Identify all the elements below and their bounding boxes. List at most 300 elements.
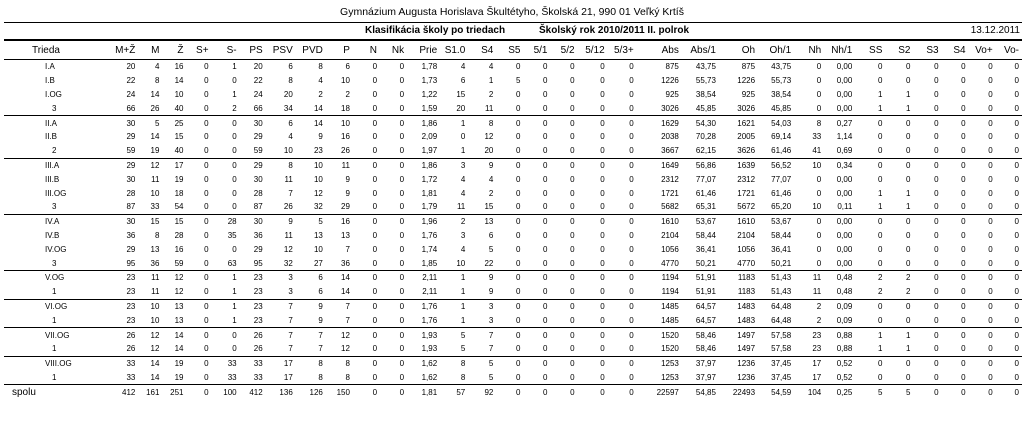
cell-col-3: 14 bbox=[174, 76, 184, 86]
cell-s4-14: 5 bbox=[468, 371, 496, 385]
cell-nh-24: 23 bbox=[794, 342, 824, 356]
cell-nh-1-25: 0,00 bbox=[836, 217, 853, 227]
cell-m-2: 14 bbox=[138, 371, 162, 385]
cell-col-3: 14 bbox=[174, 330, 184, 340]
cell-n-10: 0 bbox=[372, 62, 378, 72]
cell-psv-7: 7 bbox=[266, 342, 296, 356]
cell-n-10: 0 bbox=[372, 76, 378, 86]
cell-oh-1-23: 37,45 bbox=[758, 371, 794, 385]
column-header-m-2: M bbox=[138, 42, 162, 60]
cell-nh-1-25: 0,00 bbox=[824, 101, 855, 115]
cell-pvd-8: 6 bbox=[296, 285, 326, 299]
cell-s2-27: 0 bbox=[885, 144, 913, 158]
cell-nh-24: 10 bbox=[794, 200, 824, 214]
cell-nk-11: 0 bbox=[399, 160, 405, 170]
cell-ps-6: 36 bbox=[253, 230, 263, 240]
cell-oh-22: 1056 bbox=[737, 244, 756, 254]
cell-vo-30: 0 bbox=[988, 174, 993, 184]
cell-trieda-0: 3 bbox=[4, 200, 102, 214]
cell-5-12-18: 0 bbox=[600, 160, 605, 170]
cell-s3-28: 0 bbox=[934, 76, 939, 86]
cell-s5-15: 0 bbox=[496, 313, 523, 327]
cell-s4-14: 8 bbox=[488, 118, 494, 128]
cell-s5-15: 0 bbox=[515, 132, 521, 142]
cell-abs-20: 3667 bbox=[637, 144, 682, 158]
cell-s-5: 0 bbox=[232, 188, 237, 198]
cell-nk-11: 0 bbox=[380, 342, 407, 356]
cell-vo-30: 0 bbox=[988, 301, 993, 311]
cell-pvd-8: 12 bbox=[313, 188, 323, 198]
cell-oh-1-23: 54,59 bbox=[771, 387, 792, 397]
cell-psv-7: 3 bbox=[266, 285, 296, 299]
cell-m-1: 26 bbox=[102, 342, 138, 356]
cell-s3-28: 0 bbox=[913, 101, 941, 115]
cell-abs-1-21: 37,97 bbox=[695, 359, 716, 369]
cell-psv-7: 8 bbox=[288, 160, 293, 170]
cell-nh-24: 0 bbox=[816, 174, 822, 184]
cell-abs-20: 4770 bbox=[637, 256, 682, 270]
cell-prie-12: 2,11 bbox=[422, 273, 438, 283]
cell-pvd-8: 27 bbox=[296, 256, 326, 270]
cell-s3-28: 0 bbox=[934, 62, 939, 72]
cell-m-1: 59 bbox=[102, 144, 138, 158]
cell-s1-0-13: 8 bbox=[440, 371, 468, 385]
column-header-p-9: P bbox=[326, 42, 353, 60]
cell-s-5: 1 bbox=[232, 273, 237, 283]
cell-col-3: 13 bbox=[174, 301, 184, 311]
cell-vo-31: 0 bbox=[1014, 387, 1019, 397]
cell-5-12-18: 0 bbox=[600, 188, 605, 198]
cell-s-4: 0 bbox=[204, 160, 209, 170]
cell-col-3: 19 bbox=[162, 371, 186, 385]
cell-s1-0-13: 4 bbox=[460, 174, 466, 184]
cell-s3-28: 0 bbox=[934, 359, 939, 369]
cell-nh-24: 0 bbox=[816, 230, 822, 240]
cell-m-2: 5 bbox=[154, 118, 160, 128]
column-header-ps-6: PS bbox=[240, 42, 266, 60]
cell-trieda-0: IV.OG bbox=[45, 244, 67, 254]
cell-s-4: 0 bbox=[204, 118, 209, 128]
cell-n-10: 0 bbox=[372, 217, 378, 227]
cell-abs-1-21: 53,67 bbox=[695, 217, 716, 227]
cell-oh-22: 4770 bbox=[719, 256, 758, 270]
cell-col-3: 16 bbox=[174, 62, 184, 72]
cell-pvd-8: 2 bbox=[318, 89, 323, 99]
cell-col-3: 28 bbox=[174, 230, 184, 240]
total-row bbox=[4, 385, 1022, 399]
cell-oh-1-23: 64,48 bbox=[771, 301, 792, 311]
cell-ps-6: 26 bbox=[240, 342, 266, 356]
cell-pvd-8: 13 bbox=[313, 230, 323, 240]
cell-psv-7: 17 bbox=[283, 359, 293, 369]
cell-oh-1-23: 58,44 bbox=[771, 230, 792, 240]
cell-s4-29: 0 bbox=[942, 285, 969, 299]
table-row bbox=[4, 299, 1022, 313]
cell-ps-6: 20 bbox=[253, 62, 263, 72]
cell-trieda-0: 3 bbox=[4, 256, 102, 270]
cell-s2-27: 0 bbox=[906, 301, 911, 311]
column-header-5-12-18: 5/12 bbox=[578, 42, 608, 60]
cell-m-2: 11 bbox=[151, 273, 160, 283]
cell-ps-6: 87 bbox=[240, 200, 266, 214]
cell-nh-1-25: 0,00 bbox=[836, 244, 853, 254]
cell-s4-29: 0 bbox=[961, 62, 966, 72]
cell-m-1: 30 bbox=[126, 174, 136, 184]
cell-col-3: 12 bbox=[162, 285, 186, 299]
cell-5-1-16: 0 bbox=[543, 118, 548, 128]
cell-trieda-0: IV.B bbox=[45, 230, 60, 240]
column-header-nh-1-25: Nh/1 bbox=[824, 42, 855, 60]
cell-5-12-18: 0 bbox=[578, 342, 608, 356]
cell-5-2-17: 0 bbox=[570, 62, 575, 72]
cell-s-4: 0 bbox=[204, 89, 209, 99]
cell-s4-14: 1 bbox=[488, 76, 494, 86]
cell-psv-7: 8 bbox=[288, 76, 293, 86]
cell-abs-1-21: 37,97 bbox=[682, 371, 719, 385]
cell-n-10: 0 bbox=[372, 188, 378, 198]
cell-ss-26: 1 bbox=[855, 342, 885, 356]
cell-col-3: 19 bbox=[174, 174, 184, 184]
cell-pvd-8: 23 bbox=[296, 144, 326, 158]
cell-s5-15: 0 bbox=[496, 200, 523, 214]
cell-pvd-8: 9 bbox=[296, 313, 326, 327]
cell-psv-7: 26 bbox=[266, 200, 296, 214]
cell-pvd-8: 8 bbox=[318, 62, 323, 72]
cell-s5-15: 0 bbox=[515, 387, 521, 397]
cell-s-5: 100 bbox=[223, 387, 237, 397]
cell-oh-22: 2104 bbox=[737, 230, 756, 240]
cell-ps-6: 23 bbox=[253, 273, 263, 283]
cell-s4-14: 7 bbox=[488, 330, 494, 340]
cell-col-3: 15 bbox=[174, 132, 184, 142]
cell-abs-20: 1485 bbox=[661, 301, 679, 311]
column-header-psv-7: PSV bbox=[266, 42, 296, 60]
cell-nk-11: 0 bbox=[399, 217, 405, 227]
cell-abs-1-21: 54,30 bbox=[695, 118, 716, 128]
cell-ss-26: 0 bbox=[877, 160, 883, 170]
cell-p-9: 10 bbox=[341, 118, 350, 128]
cell-5-3-19: 0 bbox=[629, 174, 634, 184]
cell-trieda-0: VIII.OG bbox=[45, 359, 72, 369]
cell-m-2: 19 bbox=[138, 144, 162, 158]
cell-vo-31: 0 bbox=[1014, 301, 1019, 311]
cell-abs-1-21: 51,91 bbox=[682, 285, 719, 299]
cell-vo-31: 0 bbox=[1014, 359, 1019, 369]
cell-nh-1-25: 0,00 bbox=[824, 256, 855, 270]
cell-5-2-17: 0 bbox=[551, 101, 578, 115]
cell-m-1: 66 bbox=[102, 101, 138, 115]
cell-abs-1-21: 70,28 bbox=[695, 132, 716, 142]
cell-s-4: 0 bbox=[204, 359, 209, 369]
cell-ps-6: 23 bbox=[240, 285, 266, 299]
cell-s1-0-13: 1 bbox=[440, 285, 468, 299]
cell-ss-26: 0 bbox=[855, 371, 885, 385]
cell-s1-0-13: 15 bbox=[456, 89, 466, 99]
cell-abs-20: 1721 bbox=[661, 188, 679, 198]
subtotal-row bbox=[4, 200, 1022, 214]
cell-m-1: 30 bbox=[126, 118, 136, 128]
cell-5-12-18: 0 bbox=[600, 359, 605, 369]
cell-s-4: 0 bbox=[204, 217, 209, 227]
cell-abs-1-21: 36,41 bbox=[695, 244, 716, 254]
cell-m-2: 11 bbox=[151, 174, 160, 184]
cell-5-3-19: 0 bbox=[629, 301, 634, 311]
cell-pvd-8: 10 bbox=[313, 244, 323, 254]
cell-s-5: 0 bbox=[212, 144, 240, 158]
cell-5-2-17: 0 bbox=[551, 285, 578, 299]
cell-s4-29: 0 bbox=[961, 244, 966, 254]
cell-5-2-17: 0 bbox=[551, 313, 578, 327]
cell-s4-14: 6 bbox=[488, 230, 494, 240]
cell-oh-1-23: 54,03 bbox=[771, 118, 792, 128]
cell-oh-1-23: 51,43 bbox=[758, 285, 794, 299]
cell-trieda-0: VI.OG bbox=[45, 301, 68, 311]
cell-5-12-18: 0 bbox=[600, 387, 605, 397]
cell-nh-1-25: 0,09 bbox=[836, 301, 853, 311]
cell-s5-15: 0 bbox=[515, 244, 521, 254]
subtotal-row bbox=[4, 101, 1022, 115]
cell-m-2: 14 bbox=[150, 132, 160, 142]
column-header-s5-15: S5 bbox=[496, 42, 523, 60]
table-header-row bbox=[4, 42, 1022, 60]
cell-s4-29: 0 bbox=[961, 330, 966, 340]
cell-nh-24: 2 bbox=[816, 301, 822, 311]
cell-5-1-16: 0 bbox=[543, 301, 548, 311]
table-row bbox=[4, 74, 1022, 88]
cell-s-5: 1 bbox=[212, 285, 240, 299]
cell-pvd-8: 10 bbox=[313, 174, 323, 184]
cell-5-2-17: 0 bbox=[570, 301, 575, 311]
cell-s-5: 0 bbox=[232, 244, 237, 254]
cell-oh-1-23: 36,41 bbox=[771, 244, 792, 254]
cell-nh-1-25: 0,88 bbox=[824, 342, 855, 356]
cell-trieda-0: 3 bbox=[4, 101, 102, 115]
cell-s4-29: 0 bbox=[961, 217, 966, 227]
cell-oh-1-23: 51,43 bbox=[771, 273, 792, 283]
cell-p-9: 8 bbox=[345, 359, 350, 369]
cell-5-3-19: 0 bbox=[608, 144, 637, 158]
cell-vo-30: 0 bbox=[969, 200, 996, 214]
cell-pvd-8: 32 bbox=[296, 200, 326, 214]
cell-5-3-19: 0 bbox=[608, 256, 637, 270]
cell-m-1: 29 bbox=[126, 160, 136, 170]
cell-psv-7: 3 bbox=[288, 273, 293, 283]
cell-nh-24: 0 bbox=[794, 256, 824, 270]
cell-col-3: 40 bbox=[162, 101, 186, 115]
cell-vo-30: 0 bbox=[988, 62, 993, 72]
cell-abs-1-21: 58,46 bbox=[682, 342, 719, 356]
subtotal-row bbox=[4, 371, 1022, 385]
table-row bbox=[4, 229, 1022, 243]
subtotal-row bbox=[4, 285, 1022, 299]
cell-m-2: 11 bbox=[138, 285, 162, 299]
cell-s5-15: 0 bbox=[515, 301, 521, 311]
cell-nh-1-25: 0,00 bbox=[836, 89, 853, 99]
cell-trieda-0: I.OG bbox=[45, 89, 62, 99]
cell-s-4: 0 bbox=[204, 301, 209, 311]
cell-s4-14: 5 bbox=[488, 244, 494, 254]
cell-s1-0-13: 5 bbox=[440, 342, 468, 356]
cell-p-9: 150 bbox=[336, 387, 350, 397]
cell-nk-11: 0 bbox=[380, 371, 407, 385]
cell-trieda-0: 1 bbox=[4, 285, 102, 299]
cell-psv-7: 7 bbox=[288, 330, 293, 340]
cell-m-2: 14 bbox=[150, 89, 160, 99]
cell-5-3-19: 0 bbox=[629, 230, 634, 240]
cell-vo-30: 0 bbox=[969, 371, 996, 385]
cell-vo-31: 0 bbox=[1014, 62, 1019, 72]
cell-col-3: 13 bbox=[162, 313, 186, 327]
table-body bbox=[4, 60, 1022, 400]
cell-ps-6: 30 bbox=[253, 118, 263, 128]
column-header-abs-1-21: Abs/1 bbox=[682, 42, 719, 60]
cell-5-3-19: 0 bbox=[608, 101, 637, 115]
cell-s5-15: 0 bbox=[496, 342, 523, 356]
cell-oh-1-23: 55,73 bbox=[771, 76, 792, 86]
cell-oh-1-23: 56,52 bbox=[771, 160, 792, 170]
cell-oh-22: 1226 bbox=[737, 76, 756, 86]
cell-5-1-16: 0 bbox=[523, 101, 550, 115]
cell-n-10: 0 bbox=[353, 101, 380, 115]
cell-s5-15: 0 bbox=[515, 359, 521, 369]
cell-s4-14: 9 bbox=[488, 160, 494, 170]
cell-abs-1-21: 64,57 bbox=[695, 301, 716, 311]
cell-nh-1-25: 0,69 bbox=[824, 144, 855, 158]
subtotal-row bbox=[4, 313, 1022, 327]
cell-prie-12: 1,85 bbox=[407, 256, 440, 270]
cell-prie-12: 1,96 bbox=[421, 217, 438, 227]
cell-abs-20: 1253 bbox=[637, 371, 682, 385]
cell-s-4: 0 bbox=[204, 330, 209, 340]
cell-p-9: 16 bbox=[341, 217, 350, 227]
subtotal-row bbox=[4, 256, 1022, 270]
cell-ss-26: 0 bbox=[877, 174, 883, 184]
cell-pvd-8: 14 bbox=[313, 118, 323, 128]
cell-5-1-16: 0 bbox=[543, 188, 548, 198]
cell-nh-1-25: 0,88 bbox=[836, 330, 853, 340]
cell-s-4: 0 bbox=[204, 387, 209, 397]
cell-vo-30: 0 bbox=[969, 256, 996, 270]
cell-m-2: 8 bbox=[154, 230, 160, 240]
cell-n-10: 0 bbox=[353, 144, 380, 158]
cell-nk-11: 0 bbox=[399, 132, 405, 142]
cell-nk-11: 0 bbox=[399, 359, 405, 369]
cell-s4-29: 0 bbox=[942, 371, 969, 385]
cell-psv-7: 7 bbox=[288, 301, 293, 311]
cell-s-5: 0 bbox=[232, 174, 237, 184]
cell-5-1-16: 0 bbox=[543, 62, 548, 72]
cell-nh-24: 0 bbox=[816, 62, 822, 72]
cell-pvd-8: 8 bbox=[296, 371, 326, 385]
cell-abs-1-21: 65,31 bbox=[682, 200, 719, 214]
column-header-5-1-16: 5/1 bbox=[523, 42, 550, 60]
cell-s4-14: 3 bbox=[488, 301, 494, 311]
cell-m-1: 412 bbox=[122, 387, 136, 397]
cell-5-1-16: 0 bbox=[543, 273, 548, 283]
table-row bbox=[4, 88, 1022, 102]
cell-nk-11: 0 bbox=[399, 230, 405, 240]
cell-s3-28: 0 bbox=[934, 244, 939, 254]
cell-abs-1-21: 38,54 bbox=[695, 89, 716, 99]
cell-s5-15: 0 bbox=[515, 273, 521, 283]
cell-prie-12: 1,79 bbox=[407, 200, 440, 214]
table-row bbox=[4, 242, 1022, 256]
cell-oh-22: 3026 bbox=[719, 101, 758, 115]
cell-vo-30: 0 bbox=[988, 188, 993, 198]
cell-nk-11: 0 bbox=[399, 118, 405, 128]
cell-p-9: 12 bbox=[326, 342, 353, 356]
cell-p-9: 29 bbox=[326, 200, 353, 214]
cell-5-1-16: 0 bbox=[543, 132, 548, 142]
cell-5-3-19: 0 bbox=[629, 89, 634, 99]
cell-psv-7: 10 bbox=[266, 144, 296, 158]
cell-abs-20: 1056 bbox=[661, 244, 679, 254]
cell-abs-1-21: 77,07 bbox=[695, 174, 716, 184]
cell-5-12-18: 0 bbox=[600, 330, 605, 340]
cell-nk-11: 0 bbox=[399, 301, 405, 311]
cell-s-4: 0 bbox=[187, 313, 212, 327]
cell-s5-15: 0 bbox=[496, 256, 523, 270]
cell-psv-7: 136 bbox=[279, 387, 293, 397]
cell-n-10: 0 bbox=[353, 200, 380, 214]
cell-s4-14: 15 bbox=[468, 200, 496, 214]
cell-s4-14: 11 bbox=[468, 101, 496, 115]
cell-s2-27: 1 bbox=[885, 342, 913, 356]
cell-prie-12: 1,22 bbox=[421, 89, 438, 99]
column-header-abs-20: Abs bbox=[637, 42, 682, 60]
cell-n-10: 0 bbox=[372, 330, 378, 340]
cell-5-2-17: 0 bbox=[570, 89, 575, 99]
cell-nk-11: 0 bbox=[380, 256, 407, 270]
cell-nk-11: 0 bbox=[380, 144, 407, 158]
cell-5-12-18: 0 bbox=[600, 118, 605, 128]
cell-abs-1-21: 56,86 bbox=[695, 160, 716, 170]
cell-psv-7: 17 bbox=[266, 371, 296, 385]
cell-s-5: 0 bbox=[212, 342, 240, 356]
cell-s4-14: 13 bbox=[484, 217, 494, 227]
cell-p-9: 7 bbox=[326, 313, 353, 327]
cell-s-5: 0 bbox=[232, 76, 237, 86]
cell-m-1: 33 bbox=[102, 371, 138, 385]
cell-s3-28: 0 bbox=[934, 217, 939, 227]
column-header-n-10: N bbox=[353, 42, 380, 60]
cell-s2-27: 0 bbox=[906, 76, 911, 86]
cell-s5-15: 0 bbox=[515, 160, 521, 170]
cell-abs-20: 1253 bbox=[661, 359, 679, 369]
cell-s-5: 1 bbox=[212, 313, 240, 327]
cell-ps-6: 66 bbox=[240, 101, 266, 115]
cell-s4-29: 0 bbox=[942, 313, 969, 327]
cell-s-5: 0 bbox=[232, 160, 237, 170]
cell-n-10: 0 bbox=[372, 244, 378, 254]
cell-vo-30: 0 bbox=[988, 230, 993, 240]
cell-s1-0-13: 8 bbox=[460, 359, 466, 369]
cell-s4-29: 0 bbox=[942, 342, 969, 356]
cell-col-3: 59 bbox=[162, 256, 186, 270]
cell-s4-14: 9 bbox=[468, 285, 496, 299]
cell-trieda-0: V.OG bbox=[45, 273, 65, 283]
cell-m-2: 161 bbox=[146, 387, 160, 397]
cell-5-3-19: 0 bbox=[629, 359, 634, 369]
cell-oh-22: 1621 bbox=[737, 118, 756, 128]
cell-trieda-0: I.A bbox=[45, 62, 55, 72]
cell-5-3-19: 0 bbox=[608, 285, 637, 299]
cell-p-9: 2 bbox=[345, 89, 350, 99]
cell-oh-22: 1483 bbox=[719, 313, 758, 327]
cell-psv-7: 34 bbox=[266, 101, 296, 115]
cell-5-2-17: 0 bbox=[570, 273, 575, 283]
cell-col-3: 10 bbox=[174, 89, 184, 99]
